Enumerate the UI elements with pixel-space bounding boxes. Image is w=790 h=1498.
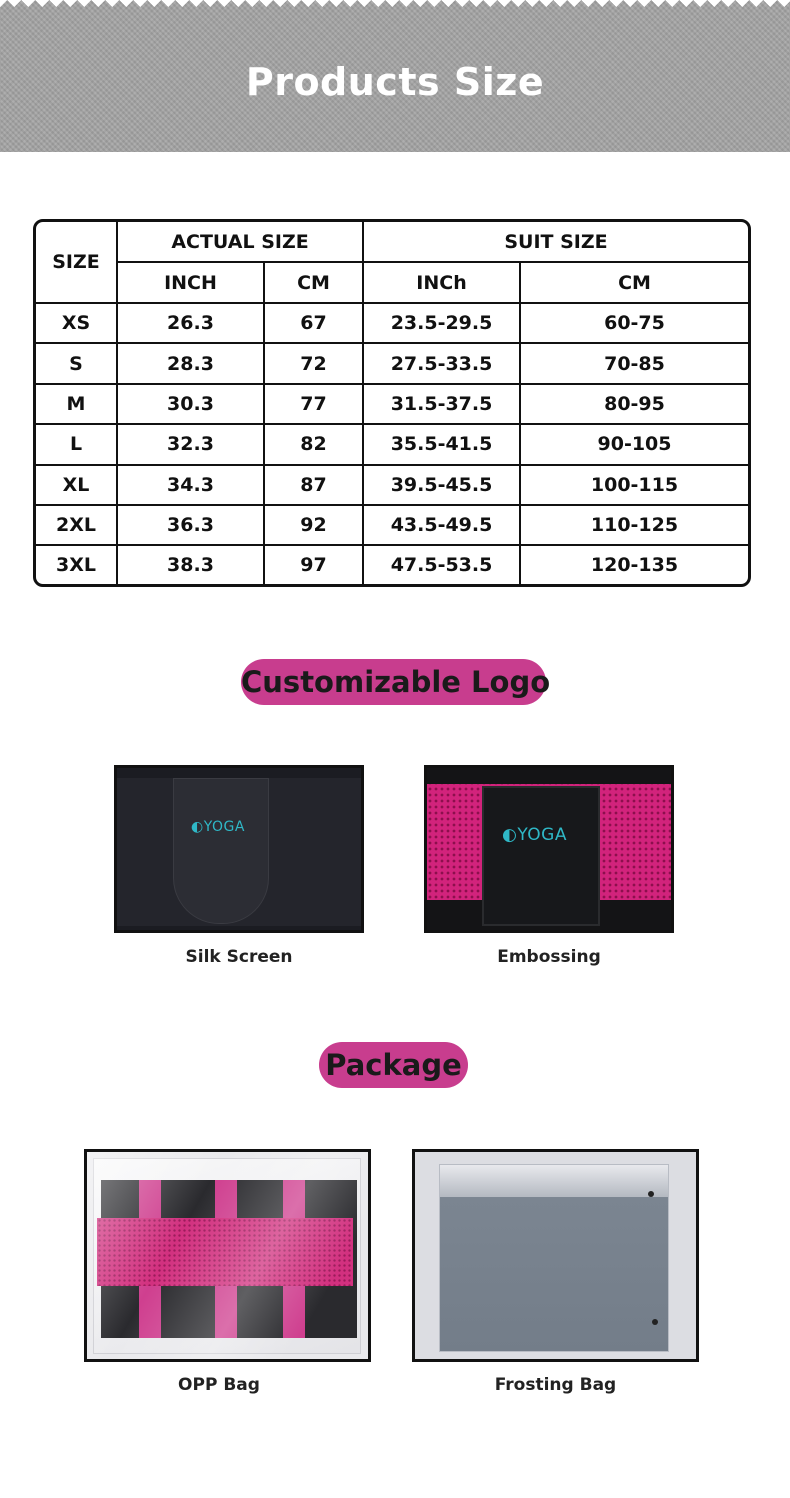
silk-screen-photo xyxy=(114,765,364,933)
cell-inch: 34.3 xyxy=(117,465,264,505)
opp-bag-caption: OPP Bag xyxy=(178,1375,260,1395)
cell-cm: 77 xyxy=(264,384,363,424)
cell-cm: 82 xyxy=(264,424,363,464)
cell-cm: 97 xyxy=(264,545,363,584)
cell-size: 2XL xyxy=(36,505,117,545)
bag-hole xyxy=(652,1319,658,1325)
zigzag-edge xyxy=(0,0,790,14)
header-size: SIZE xyxy=(36,222,117,303)
header-suit-size: SUIT SIZE xyxy=(363,222,748,262)
header-suit-cm: CM xyxy=(520,262,748,303)
frosting-bag-photo xyxy=(412,1149,699,1362)
cell-suit-inch: 39.5-45.5 xyxy=(363,465,520,505)
cell-suit-inch: 43.5-49.5 xyxy=(363,505,520,545)
cell-suit-cm: 100-115 xyxy=(520,465,748,505)
cell-cm: 67 xyxy=(264,303,363,343)
cell-suit-inch: 27.5-33.5 xyxy=(363,343,520,383)
cell-size: XS xyxy=(36,303,117,343)
page-title: Products Size xyxy=(245,60,545,104)
cell-suit-inch: 47.5-53.5 xyxy=(363,545,520,584)
header-actual-size: ACTUAL SIZE xyxy=(117,222,363,262)
package-heading: Package xyxy=(319,1042,468,1088)
table-row xyxy=(36,343,748,383)
yoga-logo xyxy=(502,825,567,845)
belt-pocket xyxy=(173,778,269,924)
customizable-logo-heading: Customizable Logo xyxy=(241,659,546,705)
header-actual-inch: INCH xyxy=(117,262,264,303)
header-actual-cm: CM xyxy=(264,262,363,303)
bag-seal xyxy=(440,1165,668,1197)
opp-bag-photo xyxy=(84,1149,371,1362)
cell-inch: 30.3 xyxy=(117,384,264,424)
logo-word: YOGA xyxy=(203,819,245,835)
yoga-logo xyxy=(191,819,245,835)
frosting-bag-caption: Frosting Bag xyxy=(494,1375,617,1395)
cell-suit-cm: 80-95 xyxy=(520,384,748,424)
size-chart-table xyxy=(33,219,751,587)
cell-inch: 32.3 xyxy=(117,424,264,464)
cell-suit-cm: 70-85 xyxy=(520,343,748,383)
header-banner xyxy=(0,0,790,152)
cell-inch: 36.3 xyxy=(117,505,264,545)
frosted-bag xyxy=(439,1164,669,1352)
silk-screen-caption: Silk Screen xyxy=(185,947,293,967)
cell-suit-cm: 120-135 xyxy=(520,545,748,584)
plastic-shine xyxy=(87,1152,368,1359)
cell-size: M xyxy=(36,384,117,424)
cell-size: L xyxy=(36,424,117,464)
cell-size: 3XL xyxy=(36,545,117,584)
table-row xyxy=(36,465,748,505)
logo-word: YOGA xyxy=(517,825,567,845)
flame-icon: ◐ xyxy=(191,819,204,835)
cell-suit-inch: 35.5-41.5 xyxy=(363,424,520,464)
cell-inch: 38.3 xyxy=(117,545,264,584)
bag-hole xyxy=(648,1191,654,1197)
cell-size: XL xyxy=(36,465,117,505)
cell-inch: 28.3 xyxy=(117,343,264,383)
cell-suit-inch: 23.5-29.5 xyxy=(363,303,520,343)
flame-icon: ◐ xyxy=(502,825,518,845)
header-suit-inch: INCh xyxy=(363,262,520,303)
table-row xyxy=(36,303,748,343)
cell-cm: 92 xyxy=(264,505,363,545)
cell-inch: 26.3 xyxy=(117,303,264,343)
cell-cm: 72 xyxy=(264,343,363,383)
cell-suit-inch: 31.5-37.5 xyxy=(363,384,520,424)
embossed-patch xyxy=(482,786,600,926)
cell-suit-cm: 90-105 xyxy=(520,424,748,464)
embossing-photo xyxy=(424,765,674,933)
cell-suit-cm: 60-75 xyxy=(520,303,748,343)
table-row xyxy=(36,545,748,584)
cell-size: S xyxy=(36,343,117,383)
table-row xyxy=(36,384,748,424)
table-row xyxy=(36,424,748,464)
cell-cm: 87 xyxy=(264,465,363,505)
embossing-caption: Embossing xyxy=(497,947,601,967)
belt-top-band xyxy=(427,768,671,784)
table-row xyxy=(36,505,748,545)
cell-suit-cm: 110-125 xyxy=(520,505,748,545)
